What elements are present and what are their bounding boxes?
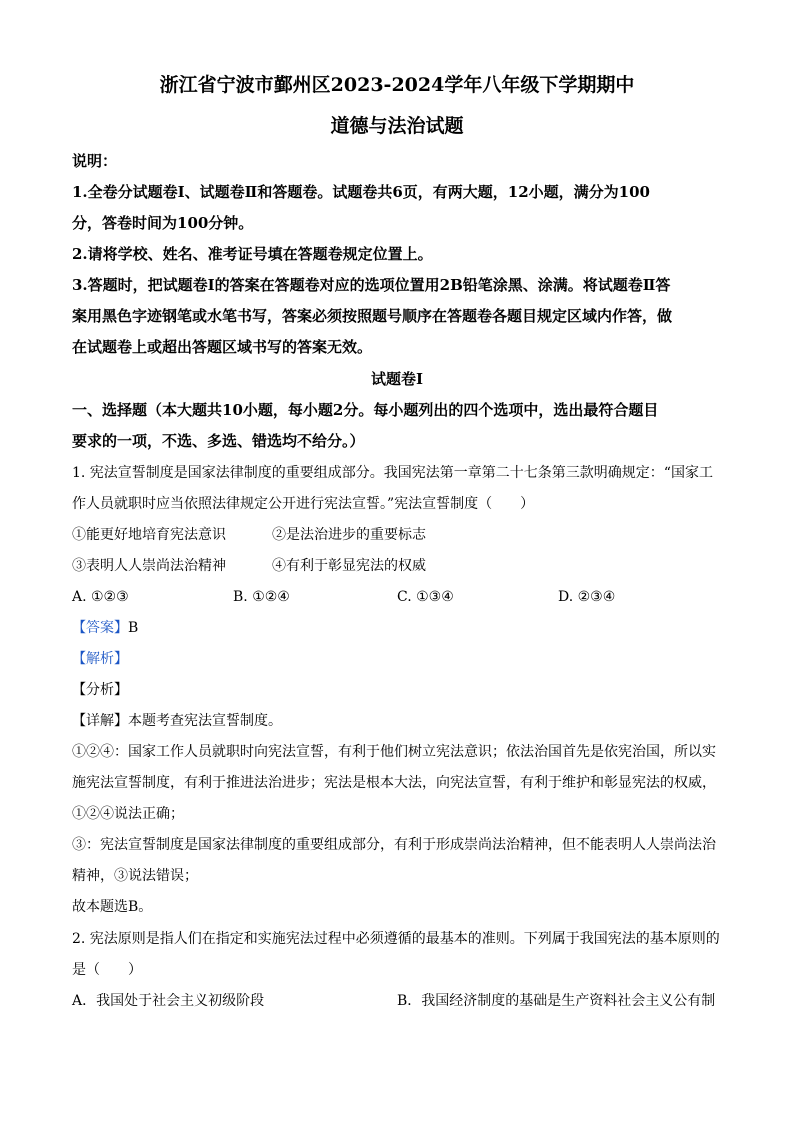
explanation-line: 施宪法宣誓制度，有利于推进法治进步；宪法是根本大法，向宪法宣誓，有利于维护和彰显宪法的权威，	[72, 775, 716, 791]
exam-subtitle: 道德与法治试题	[330, 115, 464, 137]
section-heading: 要求的一项，不选、多选、错选均不给分。）	[72, 432, 365, 450]
statement-4: ④有利于彰显宪法的权威	[272, 558, 426, 574]
instruction-line: 案用黑色字迹钢笔或水笔书写，答案必须按照题号顺序在答题卷各题目规定区域内作答，做	[72, 307, 673, 325]
option-c: C. ①③④	[397, 589, 454, 605]
q2-option-a: A．我国处于社会主义初级阶段	[72, 993, 265, 1009]
option-b: B. ①②④	[233, 589, 290, 605]
instruction-line: 分，答卷时间为100分钟。	[72, 214, 254, 232]
analysis-tag: 【解析】	[72, 651, 128, 667]
answer-value: B	[128, 620, 139, 636]
instruction-line: 1.全卷分试题卷Ⅰ、试题卷Ⅱ和答题卷。试题卷共6页，有两大题，12小题，满分为100	[72, 183, 650, 201]
statement-1: ①能更好地培育宪法意识	[72, 527, 226, 543]
question-2-stem: 是（ ）	[72, 962, 142, 978]
option-d: D. ②③④	[558, 589, 616, 605]
option-a: A. ①②③	[72, 589, 129, 605]
detail-line	[72, 710, 726, 732]
detail-text: 本题考查宪法宣誓制度。	[128, 713, 282, 729]
volume-title: 试题卷Ⅰ	[370, 370, 424, 388]
instructions-heading: 说明：	[72, 152, 118, 170]
detail-tag: 【详解】	[72, 713, 128, 729]
q2-option-b: B．我国经济制度的基础是生产资料社会主义公有制	[397, 993, 716, 1009]
answer-line	[72, 617, 726, 639]
explanation-line: ①②④说法正确；	[72, 806, 184, 822]
question-1-stem: 作人员就职时应当依照法律规定公开进行宪法宣誓。”宪法宣誓制度（ ）	[72, 496, 535, 512]
question-1-stem: 1. 宪法宣誓制度是国家法律制度的重要组成部分。我国宪法第一章第二十七条第三款明确规定：“国家工	[72, 465, 713, 481]
exam-title: 浙江省宁波市鄞州区2023-2024学年八年级下学期期中	[159, 74, 635, 96]
instruction-line: 3.答题时，把试题卷Ⅰ的答案在答题卷对应的选项位置用2B铅笔涂黑、涂满。将试题卷Ⅱ答	[72, 276, 671, 294]
fenxi-tag: 【分析】	[72, 682, 128, 698]
explanation-line: ①②④：国家工作人员就职时向宪法宣誓，有利于他们树立宪法意识；依法治国首先是依宪治国，所以实	[72, 744, 716, 760]
section-heading: 一、选择题（本大题共10小题，每小题2分。每小题列出的四个选项中，选出最符合题目	[72, 401, 659, 419]
instruction-line: 2.请将学校、姓名、准考证号填在答题卷规定位置上。	[72, 245, 433, 263]
instruction-line: 在试题卷上或超出答题区域书写的答案无效。	[72, 338, 373, 356]
question-2-stem: 2. 宪法原则是指人们在指定和实施宪法过程中必须遵循的最基本的准则。下列属于我国宪法的基本原则的	[72, 931, 720, 947]
explanation-line: 精神，③说法错误；	[72, 868, 198, 884]
statement-2: ②是法治进步的重要标志	[272, 527, 426, 543]
explanation-line: 故本题选B。	[72, 899, 153, 915]
answer-tag: 【答案】	[72, 620, 128, 636]
explanation-line: ③：宪法宣誓制度是国家法律制度的重要组成部分，有利于形成崇尚法治精神，但不能表明人人崇尚法治	[72, 837, 716, 853]
statement-3: ③表明人人崇尚法治精神	[72, 558, 226, 574]
